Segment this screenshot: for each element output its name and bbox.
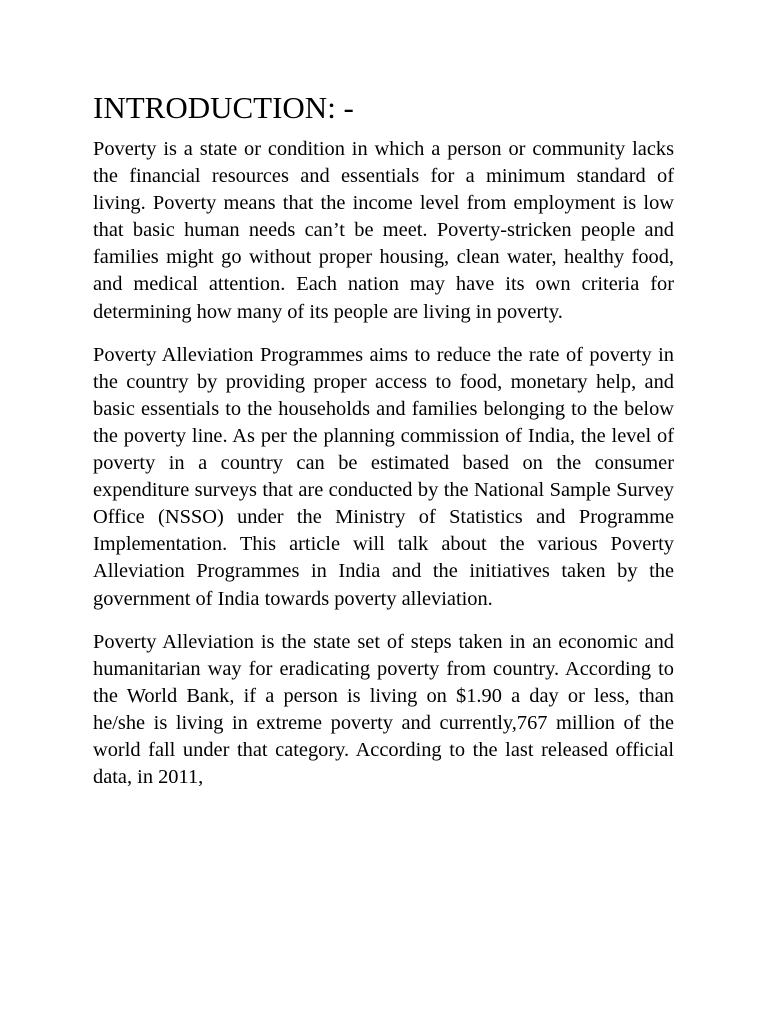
section-heading: INTRODUCTION: - [93,90,354,125]
document-page [93,88,674,807]
paragraph-3: Poverty Alleviation is the state set of steps taken in an economic and humanitarian way for eradicating poverty from country. According to the World Bank, if a person is living on $1.90 a day or less, than he/she is living in extreme poverty and currently,767 million of the world fall under that category. According to the last released official data, in 2011, [93,630,674,789]
paragraph-2: Poverty Alleviation Programmes aims to reduce the rate of poverty in the country by providing proper access to food, monetary help, and basic essentials to the households and families belonging to the below the poverty line. As per the planning commission of India, the level of poverty in a country can be estimated based on the consumer expenditure surveys that are conducted by the National Sample Survey Office (NSSO) under the Ministry of Statistics and Programme Implementation. This article will talk about the various Poverty Alleviation Programmes in India and the initiatives taken by the government of India towards poverty alleviation. [93,343,674,610]
paragraph-1: Poverty is a state or condition in which a person or community lacks the financial resources and essentials for a minimum standard of living. Poverty means that the income level from employment is low that basic human needs can’t be meet. Poverty-stricken people and families might go without proper housing, clean water, healthy food, and medical attention. Each nation may have its own criteria for determining how many of its people are living in poverty. [93,138,674,323]
